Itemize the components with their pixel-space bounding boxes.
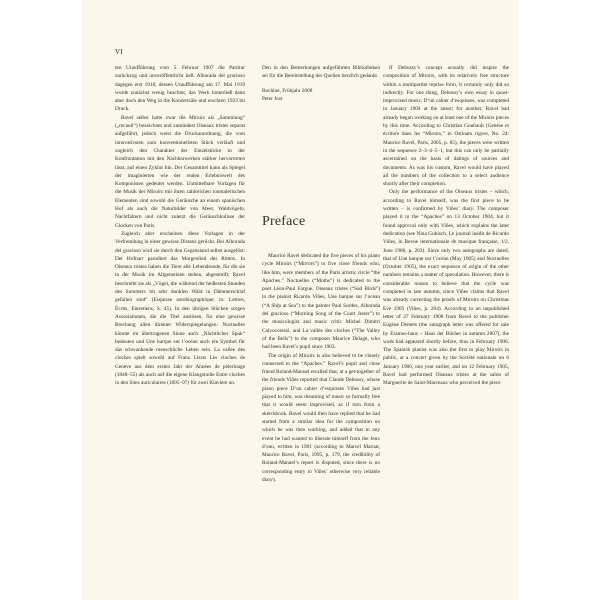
author-line: Peter Jost — [262, 95, 283, 102]
paragraph: Ravel selbst hatte zwar die Miroirs als „Sammlung“ („recueil“) bezeichnet und zumindest Oiseaux tristes separat aufgeführt, jedoch weist die Druckanordnung, die vom innovativsten zum konventionellsten Stück verläuft und zugleich den Charakter der Einzelstücke in der Konfrontation mit den Nachbarwerken stärker hervortreten lässt, auf einen Zyklus hin. Der Gesamttitel kann als Spiegel der imaginierten wie der realen Erlebniswelt des Komponisten gedeutet werden. Unmittelbare Vorlagen für die Musik der Miroirs mit ihren zahlreichen tonmalerischen Elementen sind sowohl die Geräusche an einem spanischen Hof als auch die Naturbilder von Meer, Waldvögeln, Nachtfaltern und nicht zuletzt die Geräuschkulisse der Glocken von Paris. — [115, 114, 245, 229]
section-title: Preface — [262, 214, 306, 229]
acknowledgement-block — [262, 64, 380, 103]
paragraph: Maurice Ravel dedicated the five pieces of his piano cycle Miroirs (“Mirrors”) to five close friends who, like him, were members of the Paris artistic circle “the Apaches.” Noctuelles (“Moths”) is dedicated to the poet Léon-Paul Fargue, Oiseaux tristes (“Sad Birds”) to the pianist Ricardo Viñes, Une barque sur l’océan (“A Ship at Sea”) to the painter Paul Sordes, Alborada del gracioso (“Morning Song of the Court Jester”) to the musicologist and music critic Michel Dimitri Calvocoressi, and La vallée des cloches (“The Valley of the Bells”) to the composer Maurice Delage, who had been Ravel’s pupil since 1903. — [262, 253, 380, 351]
paragraph: Den in den Bemerkungen aufgeführten Bibliotheken sei für die Bereitstellung der Quellen herzlich gedankt. — [262, 65, 380, 80]
paragraph: If Debussy’s concept actually did inspire the composition of Miroirs, with its relatively free structure within a multipartite reprise form, it certainly only did so indirectly. For one thing, Debussy’s own essay in quasi-improvised music, D’un cahier d’esquisses, was completed in January 1904 at the latest; for another, Ravel had already begun working on at least one of the Miroirs pieces by this time. According to Christian Goubault (Genèse et écriture dans les “Miroirs,” in Ostinato rigore, No. 24: Maurice Ravel, Paris, 2005, p. 85), the pieces were written in the sequence 2–3–4–5–1, but this can only be partially ascertained on the basis of datings of sources and documents. As was his custom, Ravel would have played all the numbers of the collection to a select audience shortly after their completion. — [383, 65, 509, 188]
english-text-column-2 — [383, 64, 509, 388]
date-line: Bochloe, Frühjahr 2008 — [262, 87, 313, 94]
paragraph: Zugleich aber erscheinen diese Vorlagen in der Verfremdung in einer gewisse Distanz gerückt. Bei Alborada del gracioso wird sie durch den Gegenstand selbst ausgelöst: Der Hofnarr parodiert das Morgenlied des Ritters. In Oiseaux tristes haben die Tiere alle Lebendrende, für die sie in der Musik im Allgemeinen stehen, abgestreift; Ravel beschreibt sie als „Vögel, die während der heißesten Stunden des Sommers im sehr dunklen Wald in Dämmerschlaf gefallen sind“ (Esquisse autobiographique, in: Lettres, Écrits, Entretiens, S. 45). In den übrigen Stücken sorgen Assoziationen, die die Titel auslösen, für eine gewisse Brechung allen direkter Widerspiegelungen: Noctuelles könnte im übertragenen Sinne auch „Nächtlicher Spuk“ bedeuten und Une barque sur l’océan auch ein Symbol für das schwankende menschliche Leben sein. La vallée des cloches spielt sowohl auf Franz Liszts Les cloches de Genève aus dem ersten Jahr der Années de pèlerinage (1848–55) als auch auf die eigene Klangstudie Entre cloches in den Sites auriculaires (1895–97) für zwei Klaviere an. — [115, 230, 245, 387]
english-text-column — [262, 252, 380, 484]
paragraph: Only the performance of the Oiseaux tristes – which, according to Ravel himself, was the first piece to be written – is confirmed by Viñes’ diary. The composer played it to the “Apaches” on 13 October 1904, but it found approval only with Viñes, which explains the later dedication (see Nina Gubisch, Le journal inédit de Ricardo Viñes, in Revue internationale de musique française, 1/2, June 1980, p. 203). Since only two autographs are dated, that of Une barque sur l’océan (May 1905) and Noctuelles (October 1905), the exact sequence of origin of the other numbers remains a matter of speculation. However, there is considerable reason to believe that the cycle was completed in late autumn, since Viñes claims that Ravel was already correcting the proofs of Miroirs on Christmas Eve 1905 (Viñes, p. 204). According to an unpublished letter of 27 February 1906 from Ravel to the publisher Eugène Demets (the autograph letter was offered for sale by Eramus-haus – Haus der Bücher in autumn 2007), the work had appeared shortly before, thus in February 1906. The Spanish pianist was also the first to play Miroirs in public, at a concert given by the Société nationale on 6 January 1906, one year earlier, and on 12 February 1905, Ravel had performed Oiseaux tristes at the salon of Marguerite de Saint-Marceaux who perceived the piece — [383, 189, 509, 387]
page-number: VI — [115, 48, 123, 56]
german-text-column — [115, 64, 245, 388]
paragraph: The origin of Miroirs is also believed to be closely connected to the “Apaches.” Ravel’s pupil and close friend Roland-Manuel recalled that, at a get-together of the friends Viñes reported that Claude Debussy, whose piano piece D’un cahier d’esquisses Viñes had just played to him, was dreaming of music so formally free that it would seem improvised, as if torn from a sketchbook. Ravel would then have replied that he had started from a similar idea for the composition on which he was then working, and added that in any event he had wanted to liberate himself from the Jeux d’eau, written in 1901 (according to Marcel Marnat, Maurice Ravel, Paris, 1995, p. 179, the credibility of Roland-Manuel’s report is disputed, since there is no corresponding entry in Viñes’ otherwise very reliable diary). — [262, 352, 380, 484]
paragraph: ten Uraufführung vom 5. Februar 1907 die Partitur zurückzog und unveröffentlicht ließ. Alborada del gracioso dagegen erst 1918, dessen Uraufführung am 17. Mai 1919 wurde zunächst wenig beachtet, das Werk hinterließ dann aber doch den Weg in die Konzertsäle und erschien 1923 im Druck. — [115, 65, 245, 113]
